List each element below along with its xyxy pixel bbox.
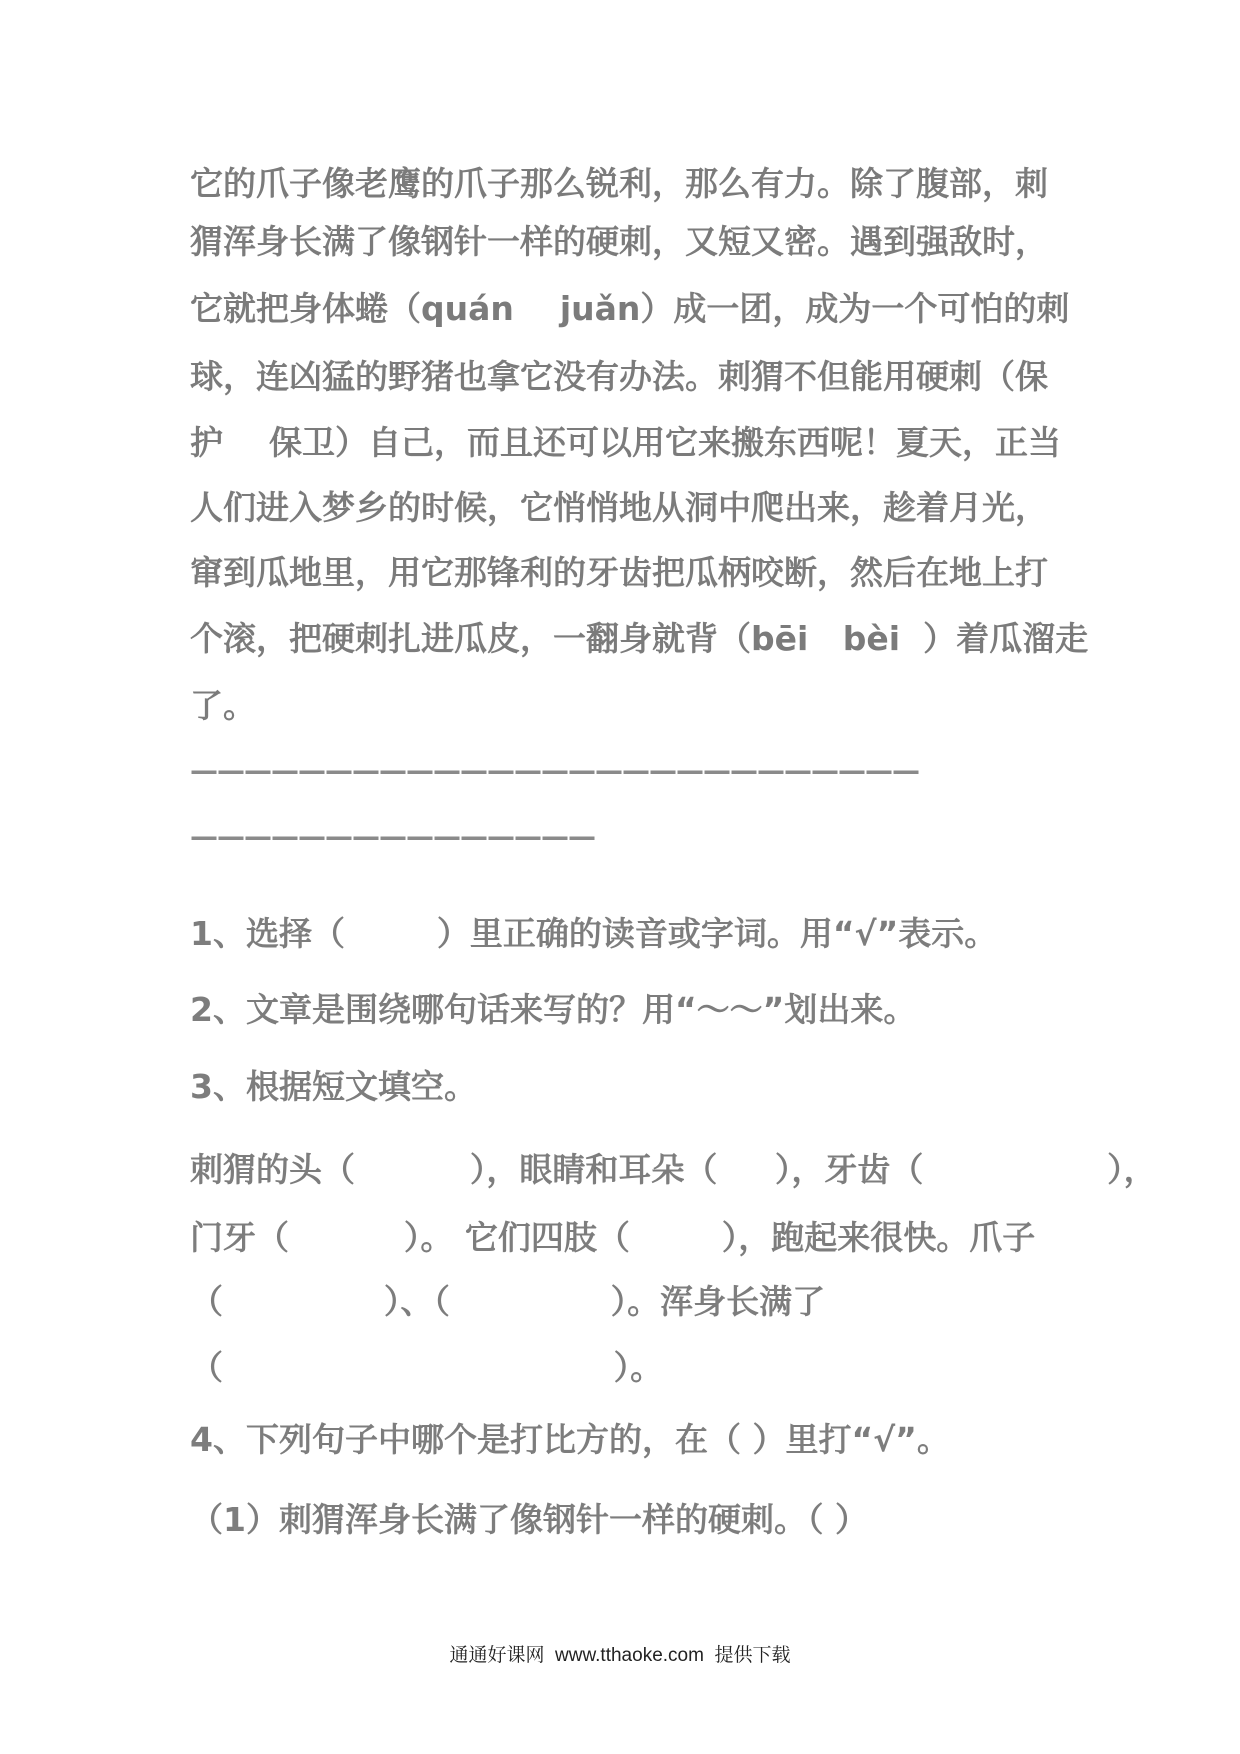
question-4: 4、下列句子中哪个是打比方的，在（ ）里打“√”。 <box>190 1420 950 1459</box>
passage-line: 了。 <box>190 686 256 725</box>
divider-line-1: ——————————————————————————— <box>190 754 919 787</box>
passage-line: 护 保卫）自己，而且还可以用它来搬东西呢！夏天，正当 <box>190 423 1061 462</box>
passage-line: 它的爪子像老鹰的爪子那么锐利，那么有力。除了腹部，刺 <box>190 164 1048 203</box>
passage-line: 猬浑身长满了像钢针一样的硬刺，又短又密。遇到强敌时， <box>190 222 1048 261</box>
fill-line: （ ）、（ ）。浑身长满了 <box>190 1282 826 1321</box>
divider-line-2: ——————————————— <box>190 820 595 853</box>
passage-line: 它就把身体蜷（quán juǎn）成一团，成为一个可怕的刺 <box>190 289 1070 328</box>
passage-line: 个滚，把硬刺扎进瓜皮，一翻身就背（bēi bèi ）着瓜溜走 <box>190 619 1089 658</box>
passage-line: 人们进入梦乡的时候，它悄悄地从洞中爬出来，趁着月光， <box>190 488 1048 527</box>
fill-line: 刺猬的头（ ），眼睛和耳朵（ ），牙齿（ ）， <box>190 1150 1157 1189</box>
passage-line: 窜到瓜地里，用它那锋利的牙齿把瓜柄咬断，然后在地上打 <box>190 553 1048 592</box>
question-3: 3、根据短文填空。 <box>190 1067 477 1106</box>
question-2: 2、文章是围绕哪句话来写的？用“～～”划出来。 <box>190 990 917 1029</box>
fill-line: 门牙（ ）。 它们四肢（ ），跑起来很快。爪子 <box>190 1218 1036 1257</box>
question-1: 1、选择（ ）里正确的读音或字词。用“√”表示。 <box>190 914 998 953</box>
passage-line: 球，连凶猛的野猪也拿它没有办法。刺猬不但能用硬刺（保 <box>190 357 1048 396</box>
question-4-item-1: （1）刺猬浑身长满了像钢针一样的硬刺。（ ） <box>190 1500 868 1539</box>
footer-source: 通通好课网 www.tthaoke.com 提供下载 <box>449 1645 791 1666</box>
fill-line: （ ）。 <box>190 1348 664 1387</box>
